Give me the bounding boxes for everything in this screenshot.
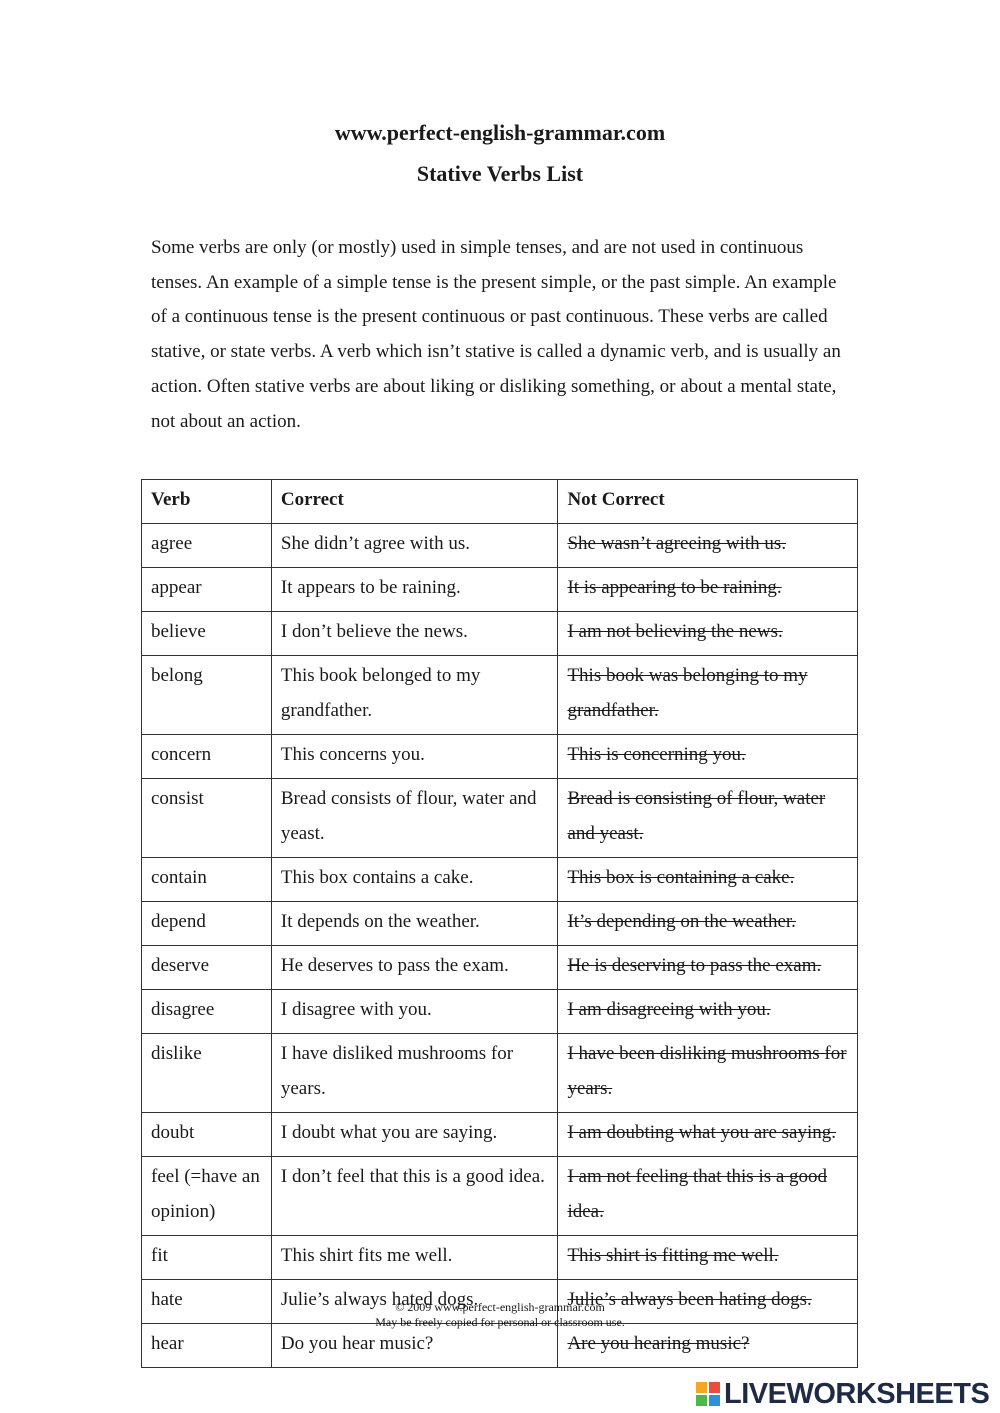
correct-example-cell: It appears to be raining. — [271, 568, 558, 612]
incorrect-example-cell: I am not believing the news. — [558, 612, 858, 656]
incorrect-example-cell: It is appearing to be raining. — [558, 568, 858, 612]
liveworksheets-logo — [696, 1376, 989, 1412]
table-row — [142, 1113, 858, 1157]
table-row — [142, 990, 858, 1034]
table-row — [142, 1324, 858, 1368]
correct-example-cell: This book belonged to my grandfather. — [271, 656, 558, 735]
table-row — [142, 1157, 858, 1236]
correct-example-cell: I disagree with you. — [271, 990, 558, 1034]
verb-cell: hate — [142, 1280, 272, 1324]
correct-example-cell: Do you hear music? — [271, 1324, 558, 1368]
incorrect-example-cell: It’s depending on the weather. — [558, 902, 858, 946]
table-row — [142, 735, 858, 779]
verb-cell: belong — [142, 656, 272, 735]
correct-example-cell: He deserves to pass the exam. — [271, 946, 558, 990]
logo-square — [696, 1382, 707, 1393]
table-row — [142, 1034, 858, 1113]
verb-cell: feel (=have an opinion) — [142, 1157, 272, 1236]
table-row — [142, 1236, 858, 1280]
correct-example-cell: This shirt fits me well. — [271, 1236, 558, 1280]
table-row — [142, 902, 858, 946]
logo-square — [709, 1395, 720, 1406]
column-header-not-correct: Not Correct — [558, 480, 858, 524]
table-body — [142, 524, 858, 1368]
correct-example-cell: Bread consists of flour, water and yeast. — [271, 779, 558, 858]
table-row — [142, 946, 858, 990]
incorrect-example-cell: I am not feeling that this is a good idea. — [558, 1157, 858, 1236]
verb-cell: believe — [142, 612, 272, 656]
table-row — [142, 779, 858, 858]
verb-cell: hear — [142, 1324, 272, 1368]
logo-grid-icon — [696, 1382, 720, 1406]
logo-square — [696, 1395, 707, 1406]
incorrect-example-cell: I am disagreeing with you. — [558, 990, 858, 1034]
correct-example-cell: I don’t feel that this is a good idea. — [271, 1157, 558, 1236]
stative-verbs-table — [141, 479, 858, 1368]
page-title: Stative Verbs List — [416, 161, 584, 186]
column-header-verb: Verb — [142, 480, 272, 524]
table-row — [142, 524, 858, 568]
footer-note: May be freely copied for personal or classroom use. — [375, 1315, 625, 1329]
logo-square — [709, 1382, 720, 1393]
incorrect-example-cell: He is deserving to pass the exam. — [558, 946, 858, 990]
correct-example-cell: This concerns you. — [271, 735, 558, 779]
correct-example-cell: She didn’t agree with us. — [271, 524, 558, 568]
verb-cell: disagree — [142, 990, 272, 1034]
verb-cell: appear — [142, 568, 272, 612]
incorrect-example-cell: This is concerning you. — [558, 735, 858, 779]
verb-cell: contain — [142, 858, 272, 902]
footer-copyright: © 2009 www.perfect-english-grammar.com — [395, 1300, 605, 1314]
verb-cell: dislike — [142, 1034, 272, 1113]
incorrect-example-cell: Julie’s always been hating dogs. — [558, 1280, 858, 1324]
correct-example-cell: I doubt what you are saying. — [271, 1113, 558, 1157]
incorrect-example-cell: This shirt is fitting me well. — [558, 1236, 858, 1280]
table-row — [142, 858, 858, 902]
column-header-correct: Correct — [271, 480, 558, 524]
incorrect-example-cell: This book was belonging to my grandfather. — [558, 656, 858, 735]
verb-cell: fit — [142, 1236, 272, 1280]
incorrect-example-cell: Are you hearing music? — [558, 1324, 858, 1368]
logo-text: LIVEWORKSHEETS — [724, 1377, 990, 1410]
verb-cell: doubt — [142, 1113, 272, 1157]
verb-cell: deserve — [142, 946, 272, 990]
correct-example-cell: I don’t believe the news. — [271, 612, 558, 656]
incorrect-example-cell: She wasn’t agreeing with us. — [558, 524, 858, 568]
verb-cell: agree — [142, 524, 272, 568]
verb-cell: consist — [142, 779, 272, 858]
table-row — [142, 656, 858, 735]
incorrect-example-cell: I am doubting what you are saying. — [558, 1113, 858, 1157]
correct-example-cell: This box contains a cake. — [271, 858, 558, 902]
incorrect-example-cell: I have been disliking mushrooms for years. — [558, 1034, 858, 1113]
table-row — [142, 568, 858, 612]
incorrect-example-cell: Bread is consisting of flour, water and yeast. — [558, 779, 858, 858]
footer — [0, 1300, 1000, 1330]
site-url: www.perfect-english-grammar.com — [334, 120, 666, 145]
intro-paragraph: Some verbs are only (or mostly) used in simple tenses, and are not used in continuous tenses. An example of a simple tense is the present simple, or the past simple. An example of a continuous tense is the present continuous or past continuous. These verbs are called stative, or state verbs. A verb which isn’t stative is called a dynamic verb, and is usually an action. Often stative verbs are about liking or disliking something, or about a mental state, not about an action. — [151, 237, 841, 432]
correct-example-cell: Julie’s always hated dogs. — [271, 1280, 558, 1324]
verb-cell: depend — [142, 902, 272, 946]
table-header-row — [142, 480, 858, 524]
verb-cell: concern — [142, 735, 272, 779]
table-row — [142, 612, 858, 656]
correct-example-cell: It depends on the weather. — [271, 902, 558, 946]
incorrect-example-cell: This box is containing a cake. — [558, 858, 858, 902]
correct-example-cell: I have disliked mushrooms for years. — [271, 1034, 558, 1113]
